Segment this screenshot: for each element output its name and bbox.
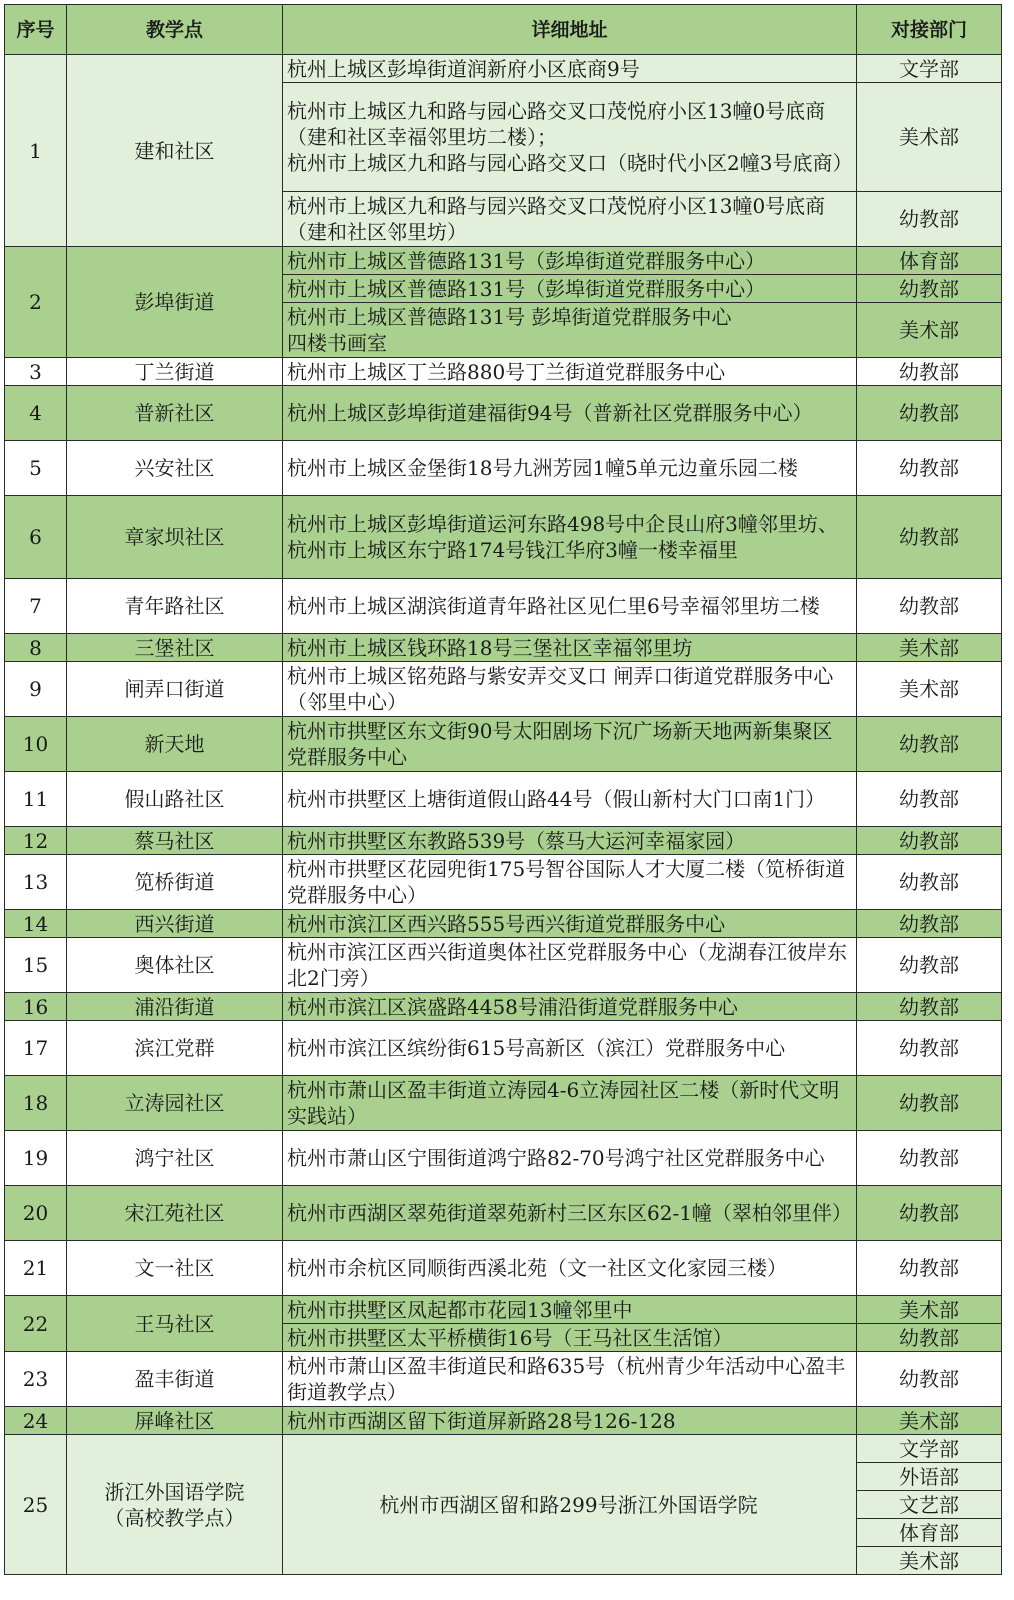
teaching-point-name: 滨江党群 (67, 1021, 283, 1076)
address-cell (283, 1186, 857, 1241)
teaching-point-name: 西兴街道 (67, 910, 283, 938)
teaching-point-name: 宋江苑社区 (67, 1186, 283, 1241)
table-row (5, 1352, 1002, 1407)
table-row (5, 910, 1002, 938)
table-row (5, 1186, 1002, 1241)
department-cell: 幼教部 (857, 993, 1002, 1021)
address-line: 杭州市余杭区同顺街西溪北苑（文一社区文化家园三楼） (287, 1256, 787, 1280)
teaching-point-name: 兴安社区 (67, 441, 283, 496)
header-no: 序号 (5, 5, 67, 55)
department-cell: 幼教部 (857, 441, 1002, 496)
address-cell (283, 247, 857, 275)
table-row (5, 993, 1002, 1021)
address-cell (283, 855, 857, 910)
table-row (5, 1076, 1002, 1131)
teaching-point-line: 浙江外国语学院 (104, 1479, 245, 1504)
address-line: 杭州市萧山区盈丰街道民和路635号（杭州青少年活动中心盈丰街道教学点） (287, 1354, 846, 1404)
address-cell (283, 662, 857, 717)
teaching-point-name (67, 1435, 283, 1575)
address-line: 杭州市上城区铭苑路与紫安弄交叉口 闸弄口街道党群服务中心（邻里中心） (287, 664, 834, 714)
header-point: 教学点 (67, 5, 283, 55)
teaching-point-name: 屏峰社区 (67, 1407, 283, 1435)
department-cell: 幼教部 (857, 717, 1002, 772)
department-cell: 体育部 (857, 1519, 1002, 1547)
department-cell: 美术部 (857, 1296, 1002, 1324)
row-number: 20 (5, 1186, 67, 1241)
row-number: 22 (5, 1296, 67, 1352)
address-cell (283, 910, 857, 938)
address-cell (283, 496, 857, 579)
teaching-point-name: 蔡马社区 (67, 827, 283, 855)
row-number: 5 (5, 441, 67, 496)
address-cell (283, 717, 857, 772)
address-line: 杭州市滨江区西兴街道奥体社区党群服务中心（龙湖春江彼岸东北2门旁） (287, 940, 847, 990)
row-number: 11 (5, 772, 67, 827)
row-number: 25 (5, 1435, 67, 1575)
address-cell (283, 579, 857, 634)
teaching-point-name: 浦沿街道 (67, 993, 283, 1021)
address-line: 杭州市拱墅区上塘街道假山路44号（假山新村大门口南1门） (287, 787, 826, 811)
table-row (5, 827, 1002, 855)
address-line: 杭州市萧山区盈丰街道立涛园4-6立涛园社区二楼（新时代文明实践站） (287, 1078, 840, 1128)
row-number: 1 (5, 55, 67, 247)
table-row (5, 662, 1002, 717)
department-cell: 幼教部 (857, 1131, 1002, 1186)
department-cell: 幼教部 (857, 910, 1002, 938)
department-cell: 幼教部 (857, 1186, 1002, 1241)
department-cell: 幼教部 (857, 772, 1002, 827)
teaching-point-name: 普新社区 (67, 386, 283, 441)
table-row (5, 717, 1002, 772)
table-row (5, 1407, 1002, 1435)
address-cell (283, 386, 857, 441)
address-cell (283, 1076, 857, 1131)
row-number: 21 (5, 1241, 67, 1296)
department-cell: 幼教部 (857, 827, 1002, 855)
address-cell (283, 1407, 857, 1435)
teaching-point-line: （高校教学点） (104, 1505, 245, 1530)
row-number: 17 (5, 1021, 67, 1076)
table-row (5, 386, 1002, 441)
address-line: 杭州市西湖区留下街道屏新路28号126-128 (287, 1408, 676, 1433)
address-line: 杭州市萧山区宁围街道鸿宁路82-70号鸿宁社区党群服务中心 (287, 1146, 825, 1170)
teaching-point-name: 假山路社区 (67, 772, 283, 827)
teaching-point-name: 青年路社区 (67, 579, 283, 634)
department-cell: 美术部 (857, 303, 1002, 358)
teaching-point-name: 文一社区 (67, 1241, 283, 1296)
table-row (5, 855, 1002, 910)
teaching-point-name: 鸿宁社区 (67, 1131, 283, 1186)
address-cell (283, 827, 857, 855)
address-line: 杭州上城区彭埠街道建福街94号（普新社区党群服务中心） (287, 401, 813, 425)
row-number: 24 (5, 1407, 67, 1435)
address-cell (283, 1296, 857, 1324)
address-cell (283, 275, 857, 303)
row-number: 2 (5, 247, 67, 358)
address-cell (283, 303, 857, 358)
row-number: 23 (5, 1352, 67, 1407)
department-cell: 幼教部 (857, 1021, 1002, 1076)
department-cell: 幼教部 (857, 1352, 1002, 1407)
teaching-point-name: 王马社区 (67, 1296, 283, 1352)
table-row (5, 772, 1002, 827)
row-number: 4 (5, 386, 67, 441)
table-row (5, 247, 1002, 275)
teaching-point-name: 闸弄口街道 (67, 662, 283, 717)
address-line: 杭州市拱墅区花园兜街175号智谷国际人才大厦二楼（笕桥街道党群服务中心） (287, 857, 846, 907)
department-cell: 幼教部 (857, 358, 1002, 386)
teaching-point-name: 笕桥街道 (67, 855, 283, 910)
table-row (5, 496, 1002, 579)
row-number: 12 (5, 827, 67, 855)
address-cell (283, 993, 857, 1021)
row-number: 15 (5, 938, 67, 993)
address-cell (283, 634, 857, 662)
address-line: 杭州市拱墅区凤起都市花园13幢邻里中 (287, 1297, 633, 1322)
table-row (5, 1131, 1002, 1186)
table-row (5, 579, 1002, 634)
table-row (5, 938, 1002, 993)
table-header-row (5, 5, 1002, 55)
row-number: 10 (5, 717, 67, 772)
row-number: 14 (5, 910, 67, 938)
table-body (5, 55, 1002, 1575)
teaching-point-name: 立涛园社区 (67, 1076, 283, 1131)
row-number: 13 (5, 855, 67, 910)
address-cell: 杭州市西湖区留和路299号浙江外国语学院 (283, 1435, 857, 1575)
department-cell: 文学部 (857, 55, 1002, 83)
table-row (5, 634, 1002, 662)
address-line: 杭州市上城区九和路与园心路交叉口（晓时代小区2幢3号底商） (287, 151, 853, 175)
address-line: 杭州市拱墅区太平桥横街16号（王马社区生活馆） (287, 1325, 733, 1350)
table-row (5, 358, 1002, 386)
address-cell (283, 441, 857, 496)
address-cell (283, 1241, 857, 1296)
address-cell (283, 83, 857, 192)
department-cell: 幼教部 (857, 579, 1002, 634)
department-cell: 幼教部 (857, 938, 1002, 993)
department-cell: 美术部 (857, 1407, 1002, 1435)
address-cell (283, 192, 857, 247)
address-line: 杭州市上城区九和路与园兴路交叉口茂悦府小区13幢0号底商（建和社区邻里坊） (287, 194, 826, 244)
address-line: 杭州市上城区彭埠街道运河东路498号中企艮山府3幢邻里坊、杭州市上城区东宁路174号钱江华府3幢一楼幸福里 (287, 512, 838, 562)
department-cell: 体育部 (857, 247, 1002, 275)
address-line: 杭州市拱墅区东文街90号太阳剧场下沉广场新天地两新集聚区党群服务中心 (287, 719, 833, 769)
row-number: 18 (5, 1076, 67, 1131)
address-cell (283, 55, 857, 83)
address-line: 杭州市滨江区西兴路555号西兴街道党群服务中心 (287, 911, 726, 936)
address-line: 杭州市上城区丁兰路880号丁兰街道党群服务中心 (287, 359, 726, 384)
address-cell (283, 1021, 857, 1076)
table-row (5, 1435, 1002, 1463)
department-cell: 文艺部 (857, 1491, 1002, 1519)
department-cell: 幼教部 (857, 855, 1002, 910)
department-cell: 美术部 (857, 1547, 1002, 1575)
header-dept: 对接部门 (857, 5, 1002, 55)
row-number: 6 (5, 496, 67, 579)
header-address: 详细地址 (283, 5, 857, 55)
row-number: 9 (5, 662, 67, 717)
department-cell: 美术部 (857, 662, 1002, 717)
department-cell: 外语部 (857, 1463, 1002, 1491)
address-line: 杭州市上城区金堡街18号九洲芳园1幢5单元边童乐园二楼 (287, 456, 798, 480)
address-line: 杭州市上城区普德路131号 彭埠街道党群服务中心 (287, 305, 732, 329)
table-row (5, 441, 1002, 496)
department-cell: 幼教部 (857, 192, 1002, 247)
address-cell (283, 1131, 857, 1186)
address-cell (283, 1352, 857, 1407)
table-row (5, 1296, 1002, 1324)
department-cell: 文学部 (857, 1435, 1002, 1463)
teaching-points-table (4, 4, 1002, 1575)
address-cell (283, 772, 857, 827)
address-cell (283, 1324, 857, 1352)
teaching-point-name: 奥体社区 (67, 938, 283, 993)
address-line: 杭州市上城区普德路131号（彭埠街道党群服务中心） (287, 248, 766, 273)
row-number: 8 (5, 634, 67, 662)
teaching-point-name: 盈丰街道 (67, 1352, 283, 1407)
teaching-point-name: 新天地 (67, 717, 283, 772)
address-cell (283, 938, 857, 993)
table-row (5, 55, 1002, 83)
row-number: 7 (5, 579, 67, 634)
address-line: 杭州市滨江区滨盛路4458号浦沿街道党群服务中心 (287, 994, 738, 1019)
row-number: 16 (5, 993, 67, 1021)
address-line: 杭州市西湖区翠苑街道翠苑新村三区东区62-1幢（翠柏邻里伴） (287, 1201, 852, 1225)
department-cell: 美术部 (857, 634, 1002, 662)
row-number: 19 (5, 1131, 67, 1186)
address-line: 四楼书画室 (287, 331, 387, 355)
address-line: 杭州市滨江区缤纷街615号高新区（滨江）党群服务中心 (287, 1036, 786, 1060)
teaching-point-name: 建和社区 (67, 55, 283, 247)
address-line: 杭州市上城区普德路131号（彭埠街道党群服务中心） (287, 276, 766, 301)
department-cell: 美术部 (857, 83, 1002, 192)
department-cell: 幼教部 (857, 386, 1002, 441)
department-cell: 幼教部 (857, 496, 1002, 579)
department-cell: 幼教部 (857, 1324, 1002, 1352)
table-row (5, 1241, 1002, 1296)
address-cell (283, 358, 857, 386)
teaching-points-table-container (4, 4, 1002, 1575)
address-line: 杭州上城区彭埠街道润新府小区底商9号 (287, 56, 640, 81)
teaching-point-name: 彭埠街道 (67, 247, 283, 358)
address-line: 杭州市拱墅区东教路539号（蔡马大运河幸福家园） (287, 828, 746, 853)
department-cell: 幼教部 (857, 1076, 1002, 1131)
address-line: 杭州市上城区钱环路18号三堡社区幸福邻里坊 (287, 635, 693, 660)
address-line: 杭州市上城区九和路与园心路交叉口茂悦府小区13幢0号底商（建和社区幸福邻里坊二楼）； (287, 99, 826, 149)
teaching-point-name: 丁兰街道 (67, 358, 283, 386)
department-cell: 幼教部 (857, 1241, 1002, 1296)
department-cell: 幼教部 (857, 275, 1002, 303)
teaching-point-name: 三堡社区 (67, 634, 283, 662)
teaching-point-name: 章家坝社区 (67, 496, 283, 579)
address-line: 杭州市上城区湖滨街道青年路社区见仁里6号幸福邻里坊二楼 (287, 594, 820, 618)
row-number: 3 (5, 358, 67, 386)
table-row (5, 1021, 1002, 1076)
